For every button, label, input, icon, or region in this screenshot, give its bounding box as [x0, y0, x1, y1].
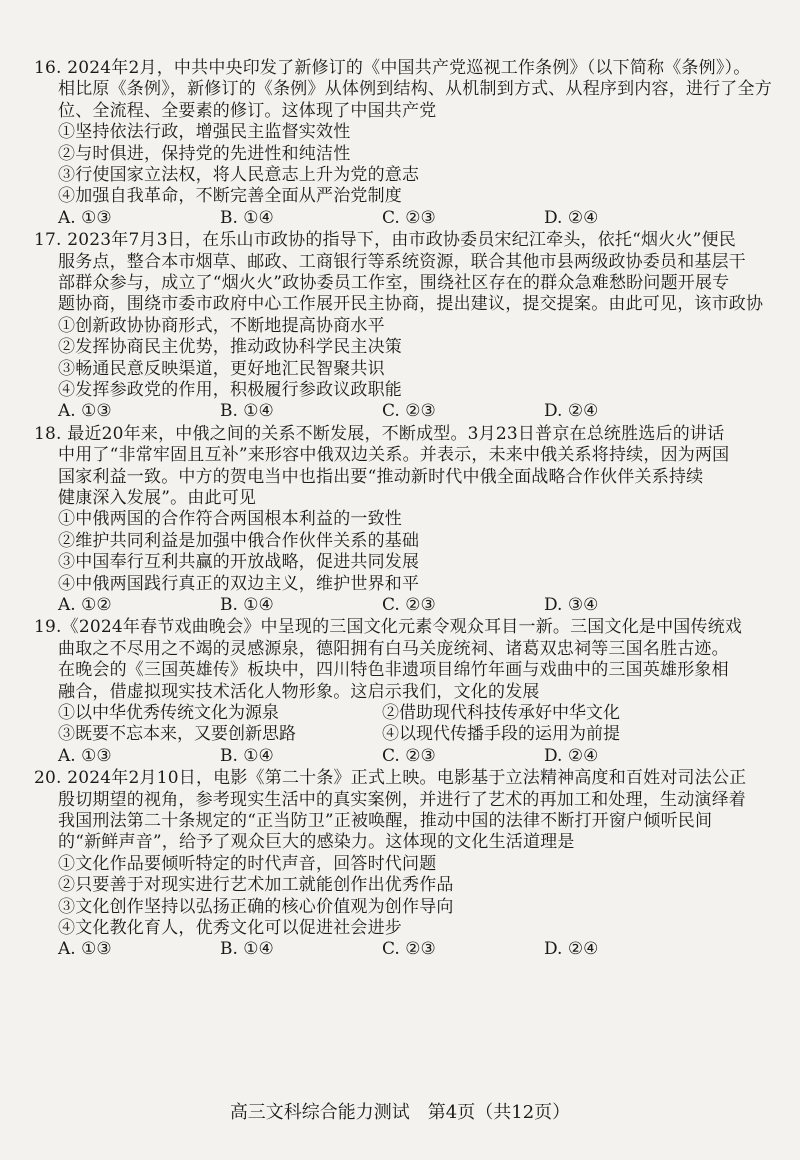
question-stem-line: 19.《2024年春节戏曲晚会》中呈现的三国文化元素令观众耳目一新。三国文化是中国传统戏 [34, 617, 743, 638]
question-stem-line: 位、全流程、全要素的修订。这体现了中国共产党 [58, 100, 437, 121]
question-stem-line: 殷切期望的视角，参考现实生活中的真实案例，并进行了艺术的再加工和处理，生动演绎着 [58, 789, 746, 810]
option-d: D. ②④ [544, 207, 599, 228]
statement-3: ③文化创作坚持以弘扬正确的核心价值观为创作导向 [58, 896, 454, 917]
option-c: C. ②③ [382, 401, 436, 422]
option-b: B. ①④ [220, 595, 274, 615]
statement-4: ④加强自我革命，不断完善全面从严治党制度 [58, 186, 402, 207]
question-stem-line: 的“新鲜声音”，给予了观众巨大的感染力。这体现的文化生活道理是 [58, 832, 575, 853]
question-stem-line: 服务点，整合本市烟草、邮政、工商银行等系统资源，联合其他市县两级政协委员和基层干 [58, 251, 746, 272]
question-stem-line: 16. 2024年2月，中共中央印发了新修订的《中国共产党巡视工作条例》（以下简称《条例》）。 [34, 58, 751, 78]
statement-2: ②借助现代科技传承好中华文化 [382, 703, 620, 723]
options-row [58, 401, 780, 422]
question-stem-line: 健康深入发展”。由此可见 [58, 488, 257, 508]
option-b: B. ①④ [220, 939, 274, 960]
option-a: A. ①③ [58, 401, 112, 422]
statement-2: ②维护共同利益是加强中俄合作伙伴关系的基础 [58, 530, 420, 551]
question-stem-line: 部群众参与，成立了“烟火火”政协委员工作室，围绕社区存在的群众急难愁盼问题开展专 [58, 273, 730, 293]
statement-2: ②只要善于对现实进行艺术加工就能创作出优秀作品 [58, 875, 454, 896]
statement-3: ③畅通民意反映渠道，更好地汇民智聚共识 [58, 358, 385, 379]
statement-1: ①以中华优秀传统文化为源泉 [58, 703, 279, 723]
options-row [58, 595, 780, 616]
option-c: C. ②③ [382, 595, 436, 615]
option-a: A. ①② [58, 595, 112, 615]
option-d: D. ②④ [544, 745, 599, 766]
statements-row [58, 724, 780, 745]
option-b: B. ①④ [220, 401, 274, 422]
option-c: C. ②③ [382, 939, 436, 960]
statement-1: ①创新政协协商形式，不断地提高协商水平 [58, 315, 385, 336]
question-stem-line: 相比原《条例》，新修订的《条例》从体例到结构、从机制到方式、从程序到内容，进行了全方 [58, 79, 772, 100]
statement-4: ④文化教化育人，优秀文化可以促进社会进步 [58, 918, 402, 938]
question-stem-line: 在晚会的《三国英雄传》板块中，四川特色非遗项目绵竹年画与戏曲中的三国英雄形象相 [58, 660, 729, 681]
question-stem-line: 20. 2024年2月10日，电影《第二十条》正式上映。电影基于立法精神高度和百姓对司法公正 [34, 768, 747, 789]
question-stem-line: 曲取之不尽用之不竭的灵感源泉，德阳拥有白马关庞统祠、诸葛双忠祠等三国名胜古迹。 [58, 638, 729, 659]
statements-row [58, 703, 780, 724]
statement-4: ④发挥参政党的作用，积极履行参政议政职能 [58, 380, 402, 400]
option-a: A. ①③ [58, 939, 112, 960]
statement-3: ③行使国家立法权，将人民意志上升为党的意志 [58, 165, 420, 185]
question-stem-line: 融合，借虚拟现实技术活化人物形象。这启示我们，文化的发展 [58, 681, 540, 702]
statement-1: ①坚持依法行政，增强民主监督实效性 [58, 122, 351, 143]
option-d: D. ②④ [544, 939, 599, 960]
statement-4: ④中俄两国践行真正的双边主义，维护世界和平 [58, 573, 420, 594]
statement-1: ①文化作品要倾听特定的时代声音，回答时代问题 [58, 853, 437, 874]
option-d: D. ②④ [544, 401, 599, 422]
statement-2: ②发挥协商民主优势，推动政协科学民主决策 [58, 337, 402, 358]
option-c: C. ②③ [382, 745, 436, 766]
options-row [58, 746, 780, 767]
option-a: A. ①③ [58, 207, 112, 228]
options-row [58, 208, 780, 229]
question-stem-line: 国家利益一致。中方的贺电当中也指出要“推动新时代中俄全面战略合作伙伴关系持续 [58, 466, 704, 487]
statement-2: ②与时俱进，保持党的先进性和纯洁性 [58, 143, 351, 164]
option-c: C. ②③ [382, 207, 436, 228]
option-a: A. ①③ [58, 745, 112, 766]
statement-4: ④以现代传播手段的运用为前提 [382, 724, 620, 745]
question-stem-line: 题协商，围绕市委市政府中心工作展开民主协商，提出建议，提交提案。由此可见，该市政协 [58, 294, 764, 315]
question-stem-line: 17. 2023年7月3日，在乐山市政协的指导下，由市政协委员宋纪江牵头，依托“烟火火”便民 [34, 230, 736, 251]
option-d: D. ③④ [544, 595, 599, 615]
option-b: B. ①④ [220, 207, 274, 228]
question-stem-line: 18. 最近20年来，中俄之间的关系不断发展，不断成型。3月23日普京在总统胜选后的讲话 [34, 423, 725, 444]
statement-3: ③既要不忘本来，又要创新思路 [58, 724, 296, 745]
question-stem-line: 中用了“非常牢固且互补”来形容中俄双边关系。并表示，未来中俄关系将持续，因为两国 [58, 445, 730, 466]
statement-1: ①中俄两国的合作符合两国根本利益的一致性 [58, 509, 402, 530]
statement-3: ③中国奉行互利共赢的开放战略，促进共同发展 [58, 552, 420, 573]
page-footer: 高三文科综合能力测试 第4页（共12页） [229, 1102, 571, 1123]
option-b: B. ①④ [220, 745, 274, 766]
question-stem-line: 我国刑法第二十条规定的“正当防卫”正被唤醒，推动中国的法律不断打开窗户倾听民间 [58, 811, 713, 831]
options-row [58, 939, 780, 960]
